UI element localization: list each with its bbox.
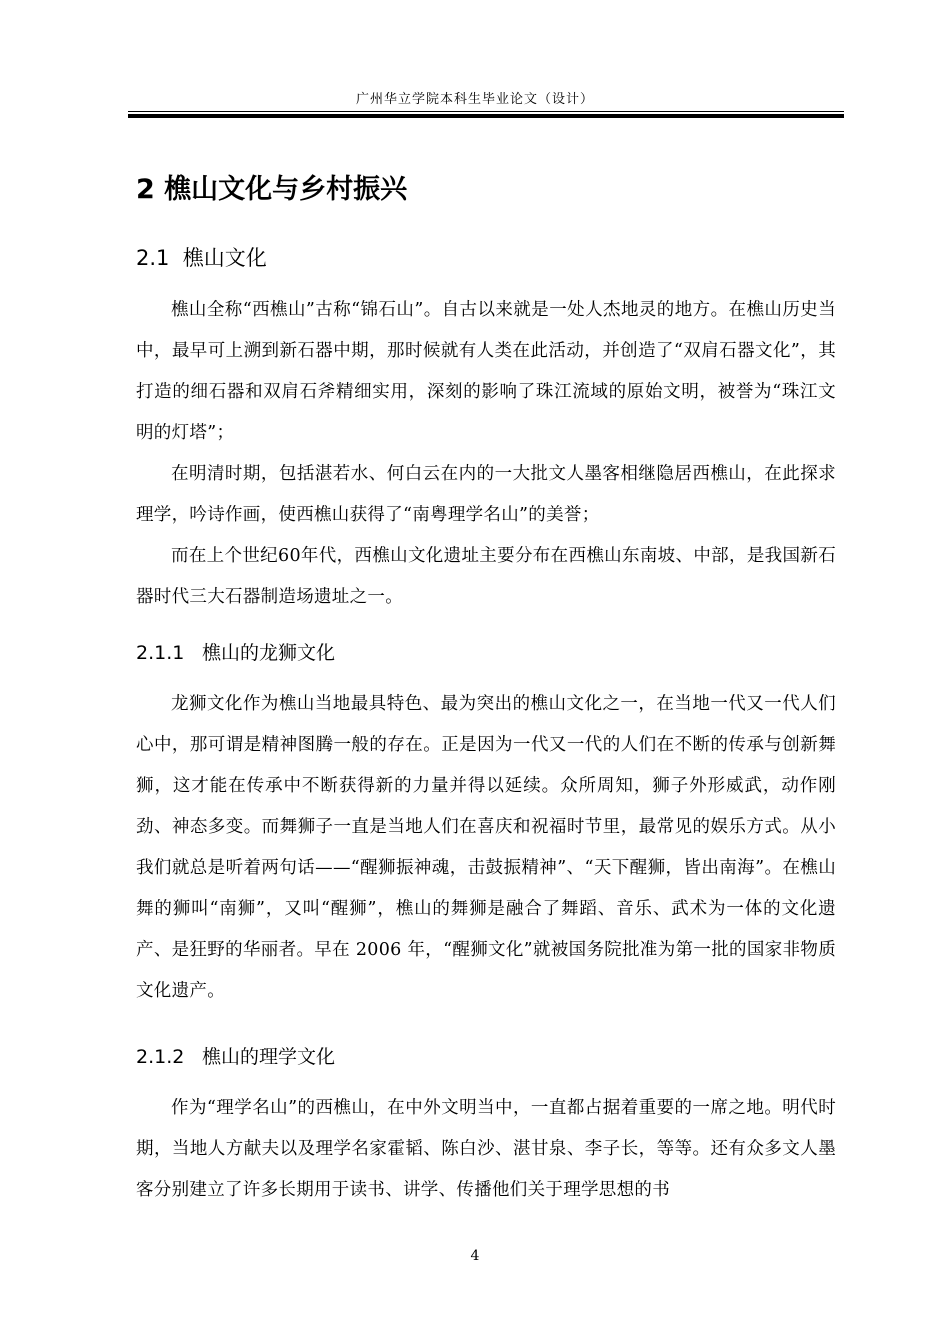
header-rule-thin	[128, 111, 844, 112]
intro-paragraph-3: 而在上个世纪60年代，西樵山文化遗址主要分布在西樵山东南坡、中部，是我国新石器时代三大石器制造场遗址之一。	[136, 546, 836, 607]
intro-paragraph-2: 在明清时期，包括湛若水、何白云在内的一大批文人墨客相继隐居西樵山，在此探求理学，吟诗作画，使西樵山获得了“南粤理学名山”的美誉；	[136, 464, 836, 525]
subsection-1-title: 樵山的龙狮文化	[202, 642, 336, 664]
chapter-title: 2 樵山文化与乡村振兴	[136, 174, 408, 205]
header-rule-thick	[128, 114, 844, 118]
subsection-2-heading	[136, 1042, 335, 1069]
intro-paragraph-1: 樵山全称“西樵山”古称“锦石山”。自古以来就是一处人杰地灵的地方。在樵山历史当中，最早可上溯到新石器中期，那时候就有人类在此活动，并创造了“双肩石器文化”，其打造的细石器和双肩石斧精细实用，深刻的影响了珠江流域的原始文明，被誉为“珠江文明的灯塔”；	[136, 300, 836, 443]
subsection-2-number: 2.1.2	[136, 1046, 185, 1068]
subsection-2-paragraph: 作为“理学名山”的西樵山，在中外文明当中，一直都占据着重要的一席之地。明代时期，当地人方献夫以及理学名家霍韬、陈白沙、湛甘泉、李子长，等等。还有众多文人墨客分别建立了许多长期用于读书、讲学、传播他们关于理学思想的书	[136, 1098, 836, 1200]
subsection-1-paragraph: 龙狮文化作为樵山当地最具特色、最为突出的樵山文化之一，在当地一代又一代人们心中，那可谓是精神图腾一般的存在。正是因为一代又一代的人们在不断的传承与创新舞狮，这才能在传承中不断获得新的力量并得以延续。众所周知，狮子外形威武，动作刚劲、神态多变。而舞狮子一直是当地人们在喜庆和祝福时节里，最常见的娱乐方式。从小我们就总是听着两句话——“醒狮振神魂，击鼓振精神”、“天下醒狮，皆出南海”。在樵山舞的狮叫“南狮”，又叫“醒狮”，樵山的舞狮是融合了舞蹈、音乐、武术为一体的文化遗产、是狂野的华丽者。早在 2006 年，“醒狮文化”就被国务院批准为第一批的国家非物质文化遗产。	[136, 694, 836, 1001]
section-title: 樵山文化	[182, 246, 267, 270]
section-heading	[136, 242, 267, 272]
section-number: 2.1	[136, 246, 170, 270]
subsection-2-title: 樵山的理学文化	[202, 1046, 336, 1068]
page-number: 4	[470, 1248, 480, 1264]
subsection-1-heading	[136, 638, 335, 665]
page-header-title: 广州华立学院本科生毕业论文（设计）	[355, 92, 594, 107]
subsection-1-number: 2.1.1	[136, 642, 185, 664]
